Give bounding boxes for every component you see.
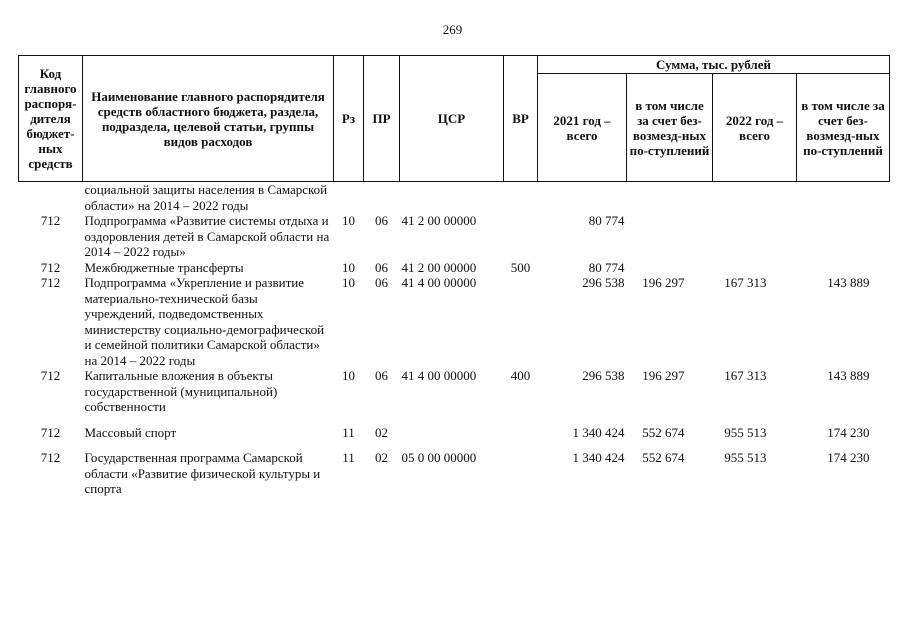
cell-sum-2022-free: 143 889 <box>827 368 870 383</box>
cell-sum-2022 <box>713 260 797 276</box>
cell-code: 712 <box>40 424 61 440</box>
cell-pr: 06 <box>375 213 388 228</box>
budget-table <box>18 55 890 497</box>
table-row <box>19 182 890 214</box>
table-row <box>19 213 890 260</box>
col-2022-header: 2022 год – всего <box>713 74 797 182</box>
cell-csr <box>400 182 504 214</box>
cell-pr: 06 <box>375 368 388 383</box>
cell-sum-2021 <box>538 182 627 214</box>
cell-csr: 41 2 00 00000 <box>401 213 477 228</box>
col-2022-free-header: в том числе за счет без-возмезд-ных по-ступлений <box>797 74 890 182</box>
cell-sum-2021-free <box>627 182 713 214</box>
cell-sum-2021: 296 538 <box>582 275 625 290</box>
cell-sum-2022-free: 143 889 <box>827 275 870 290</box>
cell-name: Подпрограмма «Развитие системы отдыха и оздоровления детей в Самарской области на 2014 – 2022 годы» <box>84 213 330 259</box>
cell-csr <box>400 425 504 441</box>
col-code-header: Код главного распоря-дителя бюджет-ных средств <box>19 56 83 182</box>
cell-pr <box>364 182 400 214</box>
cell-rz: 10 <box>342 275 355 290</box>
cell-vr: 500 <box>510 259 531 275</box>
cell-sum-2021: 80 774 <box>588 259 625 275</box>
table-row <box>19 275 890 368</box>
cell-sum-2021-free: 552 674 <box>642 450 685 465</box>
cell-pr: 02 <box>375 450 388 465</box>
cell-code <box>19 182 83 214</box>
cell-code: 712 <box>40 213 61 228</box>
col-2021-header: 2021 год – всего <box>538 74 627 182</box>
cell-sum-2022: 955 513 <box>724 450 767 465</box>
cell-sum-2022 <box>713 213 797 260</box>
table-row <box>19 260 890 276</box>
spacer-cell <box>19 415 890 425</box>
cell-vr <box>504 450 538 497</box>
row-spacer <box>19 415 890 425</box>
cell-sum-2022-free: 174 230 <box>827 424 870 440</box>
col-vr-header: ВР <box>504 56 538 182</box>
cell-sum-2022: 167 313 <box>724 368 767 383</box>
cell-vr <box>504 425 538 441</box>
cell-sum-2021: 1 340 424 <box>572 424 625 440</box>
cell-sum-2021-free: 196 297 <box>642 368 685 383</box>
col-name-header: Наименование главного распорядителя средств областного бюджета, раздела, подраздела, целевой статьи, группы видов расходов <box>83 56 334 182</box>
cell-csr: 41 2 00 00000 <box>401 259 477 275</box>
cell-sum-2022-free <box>797 260 890 276</box>
cell-pr: 06 <box>375 275 388 290</box>
cell-csr: 41 4 00 00000 <box>401 368 477 383</box>
page-number: 269 <box>442 22 463 37</box>
cell-sum-2021-free <box>627 213 713 260</box>
cell-rz: 11 <box>342 424 355 440</box>
table-row <box>19 368 890 415</box>
cell-csr: 05 0 00 00000 <box>401 450 477 465</box>
cell-sum-2021-free: 552 674 <box>642 424 685 440</box>
cell-name: Капитальные вложения в объекты государственной (муниципальной) собственности <box>84 368 278 414</box>
cell-code: 712 <box>40 259 61 275</box>
cell-sum-2022: 955 513 <box>724 424 767 440</box>
table-body <box>19 182 890 497</box>
col-rz-header: Рз <box>334 56 364 182</box>
table-row <box>19 425 890 441</box>
cell-sum-2022-free: 174 230 <box>827 450 870 465</box>
cell-vr <box>504 182 538 214</box>
cell-rz: 10 <box>342 213 355 228</box>
cell-vr <box>504 275 538 368</box>
cell-rz: 10 <box>342 259 355 275</box>
cell-rz <box>334 182 364 214</box>
table-row <box>19 450 890 497</box>
cell-pr: 06 <box>375 259 388 275</box>
cell-sum-2022: 167 313 <box>724 275 767 290</box>
cell-name: социальной защиты населения в Самарской области» на 2014 – 2022 годы <box>84 182 328 213</box>
col-csr-header: ЦСР <box>400 56 504 182</box>
col-sum-header: Сумма, тыс. рублей <box>538 56 890 74</box>
cell-rz: 11 <box>342 450 355 465</box>
cell-pr: 02 <box>375 424 388 440</box>
cell-sum-2021-free <box>627 260 713 276</box>
cell-vr: 400 <box>510 368 531 383</box>
cell-vr <box>504 213 538 260</box>
cell-sum-2021: 80 774 <box>588 213 625 228</box>
cell-name: Подпрограмма «Укрепление и развитие материально-технической базы учреждений, подведомственных министерству социально-демографической и семейной политики Самарской области» на 2014 – 2022 годы <box>84 275 325 368</box>
cell-sum-2022-free <box>797 182 890 214</box>
col-pr-header: ПР <box>364 56 400 182</box>
spacer-cell <box>19 440 890 450</box>
cell-rz: 10 <box>342 368 355 383</box>
cell-code: 712 <box>40 368 61 383</box>
cell-sum-2022 <box>713 182 797 214</box>
cell-csr: 41 4 00 00000 <box>401 275 477 290</box>
cell-name: Государственная программа Самарской области «Развитие физической культуры и спорта <box>84 450 321 496</box>
cell-name: Массовый спорт <box>84 424 177 440</box>
cell-sum-2021: 1 340 424 <box>572 450 625 465</box>
row-spacer <box>19 440 890 450</box>
cell-code: 712 <box>40 450 61 465</box>
table-header <box>19 56 890 182</box>
cell-sum-2022-free <box>797 213 890 260</box>
cell-sum-2021-free: 196 297 <box>642 275 685 290</box>
col-2021-free-header: в том числе за счет без-возмезд-ных по-ступлений <box>627 74 713 182</box>
cell-name: Межбюджетные трансферты <box>84 259 244 275</box>
cell-sum-2021: 296 538 <box>582 368 625 383</box>
cell-code: 712 <box>40 275 61 290</box>
